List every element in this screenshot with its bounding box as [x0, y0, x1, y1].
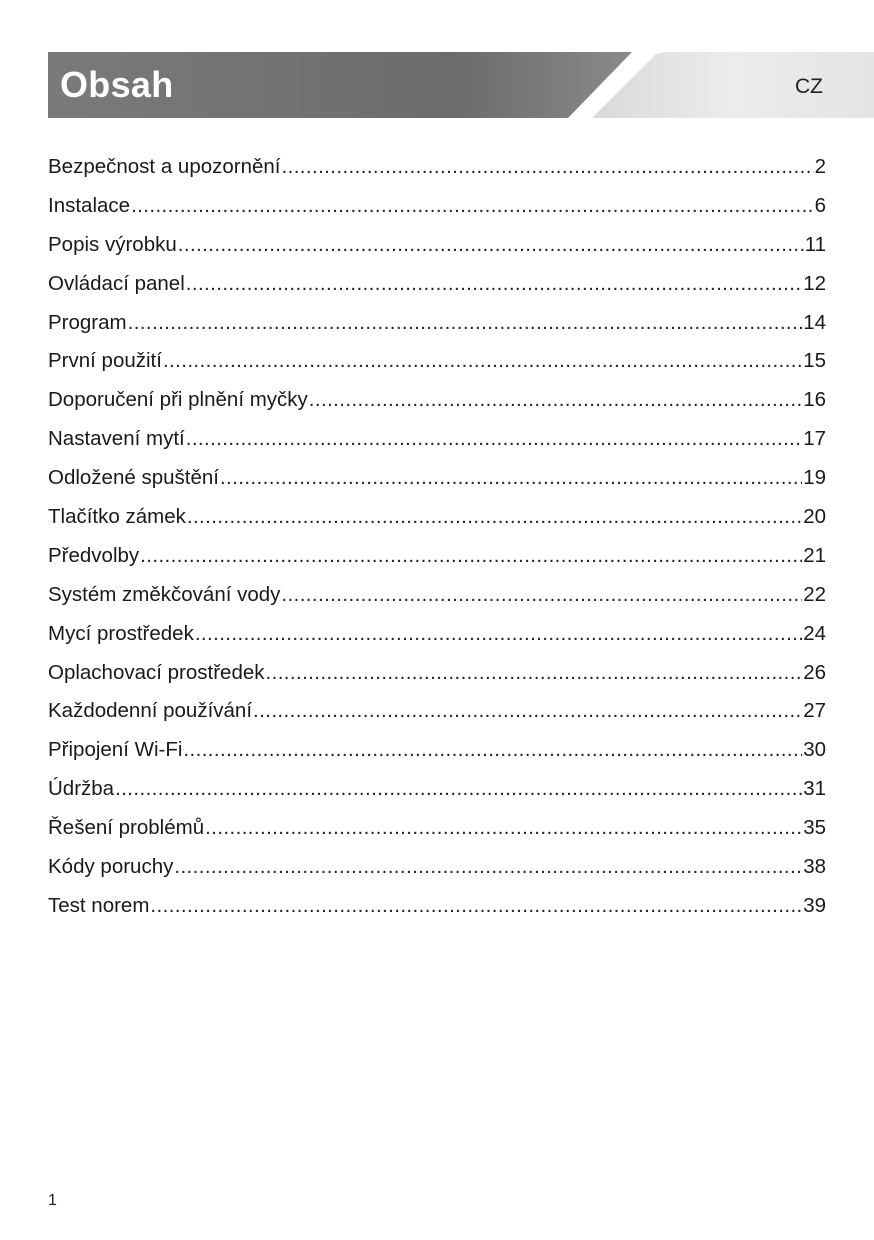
- toc-entry-title: Systém změkčování vody: [48, 582, 281, 606]
- toc-entry-page: 14: [803, 310, 826, 334]
- toc-dot-leader: [253, 692, 802, 731]
- toc-entry-title: Předvolby: [48, 543, 140, 567]
- toc-dot-leader: [187, 498, 802, 537]
- toc-dot-leader: [186, 420, 802, 459]
- toc-entry-page: 11: [804, 232, 826, 256]
- toc-entry-title: Ovládací panel: [48, 271, 185, 295]
- toc-entry-page: 31: [803, 777, 826, 801]
- toc-entry-page: 39: [803, 893, 826, 917]
- toc-entry-page: 38: [803, 855, 826, 879]
- toc-entry[interactable]: [48, 459, 826, 498]
- toc-entry[interactable]: [48, 692, 826, 731]
- toc-dot-leader: [178, 226, 804, 265]
- language-code: CZ: [795, 75, 823, 98]
- toc-entry-title: Údržba: [48, 777, 115, 801]
- toc-dot-leader: [205, 809, 802, 848]
- toc-entry-title: Bezpečnost a upozornění: [48, 155, 281, 178]
- toc-dot-leader: [281, 576, 802, 615]
- toc-entry-page: 16: [803, 388, 826, 412]
- toc-entry[interactable]: [48, 615, 826, 654]
- toc-entry-page: 22: [803, 582, 826, 606]
- toc-entry-title: Kódy poruchy: [48, 855, 174, 879]
- toc-entry-page: 24: [803, 621, 826, 645]
- toc-dot-leader: [140, 537, 802, 576]
- toc-entry[interactable]: [48, 226, 826, 265]
- toc-entry[interactable]: [48, 848, 826, 887]
- toc-entry[interactable]: [48, 420, 826, 459]
- toc-entry-page: 19: [803, 466, 826, 490]
- toc-dot-leader: [186, 265, 802, 304]
- toc-entry-title: Doporučení při plnění myčky: [48, 388, 308, 412]
- page-title: Obsah: [60, 64, 174, 105]
- toc-entry-page: 12: [803, 271, 826, 295]
- banner-light-shape: [592, 52, 874, 118]
- toc-dot-leader: [128, 304, 803, 343]
- toc-entry-title: Tlačítko zámek: [48, 505, 186, 529]
- toc-entry-title: Program: [48, 310, 127, 334]
- toc-entry[interactable]: [48, 498, 826, 537]
- toc-entry-page: 6: [814, 193, 826, 217]
- toc-dot-leader: [183, 731, 802, 770]
- toc-dot-leader: [150, 887, 802, 926]
- toc-entry-page: 15: [803, 349, 826, 373]
- toc-entry-title: Popis výrobku: [48, 232, 177, 256]
- toc-entry-title: Odložené spuštění: [48, 466, 219, 490]
- toc-entry-page: 35: [803, 816, 826, 840]
- toc-entry[interactable]: [48, 304, 826, 343]
- toc-entry-page: 21: [803, 543, 826, 567]
- toc-entry-title: Připojení Wi-Fi: [48, 738, 183, 762]
- toc-dot-leader: [220, 459, 802, 498]
- toc-entry[interactable]: [48, 381, 826, 420]
- toc-entry-page: 30: [803, 738, 826, 762]
- toc-entry[interactable]: [48, 342, 826, 381]
- toc-entry-page: 2: [814, 155, 826, 178]
- toc-dot-leader: [266, 654, 803, 693]
- toc-entry[interactable]: [48, 887, 826, 926]
- toc-entry-title: Mycí prostředek: [48, 621, 194, 645]
- toc-dot-leader: [309, 381, 802, 420]
- toc-entry-title: Instalace: [48, 193, 131, 217]
- toc-entry[interactable]: [48, 770, 826, 809]
- toc-entry[interactable]: [48, 265, 826, 304]
- toc-dot-leader: [115, 770, 802, 809]
- toc-dot-leader: [131, 187, 814, 226]
- toc-entry-page: 27: [803, 699, 826, 723]
- toc-entry-title: Každodenní používání: [48, 699, 253, 723]
- toc-entry[interactable]: [48, 148, 826, 187]
- toc-entry-title: První použití: [48, 349, 162, 373]
- toc-entry[interactable]: [48, 654, 826, 693]
- toc-entry-title: Test norem: [48, 893, 150, 917]
- toc-entry[interactable]: [48, 731, 826, 770]
- toc-entry-title: Oplachovací prostředek: [48, 660, 265, 684]
- toc-dot-leader: [174, 848, 802, 887]
- toc-dot-leader: [163, 342, 802, 381]
- toc-entry[interactable]: [48, 537, 826, 576]
- toc-entry-title: Řešení problémů: [48, 816, 205, 840]
- toc-dot-leader: [282, 148, 814, 187]
- toc-entry-page: 20: [803, 505, 826, 529]
- table-of-contents: [48, 148, 826, 926]
- toc-dot-leader: [195, 615, 802, 654]
- toc-entry-page: 17: [803, 427, 826, 451]
- page-number: 1: [48, 1192, 57, 1209]
- toc-entry-page: 26: [803, 660, 826, 684]
- toc-entry[interactable]: [48, 809, 826, 848]
- toc-entry[interactable]: [48, 187, 826, 226]
- toc-entry[interactable]: [48, 576, 826, 615]
- toc-entry-title: Nastavení mytí: [48, 427, 185, 451]
